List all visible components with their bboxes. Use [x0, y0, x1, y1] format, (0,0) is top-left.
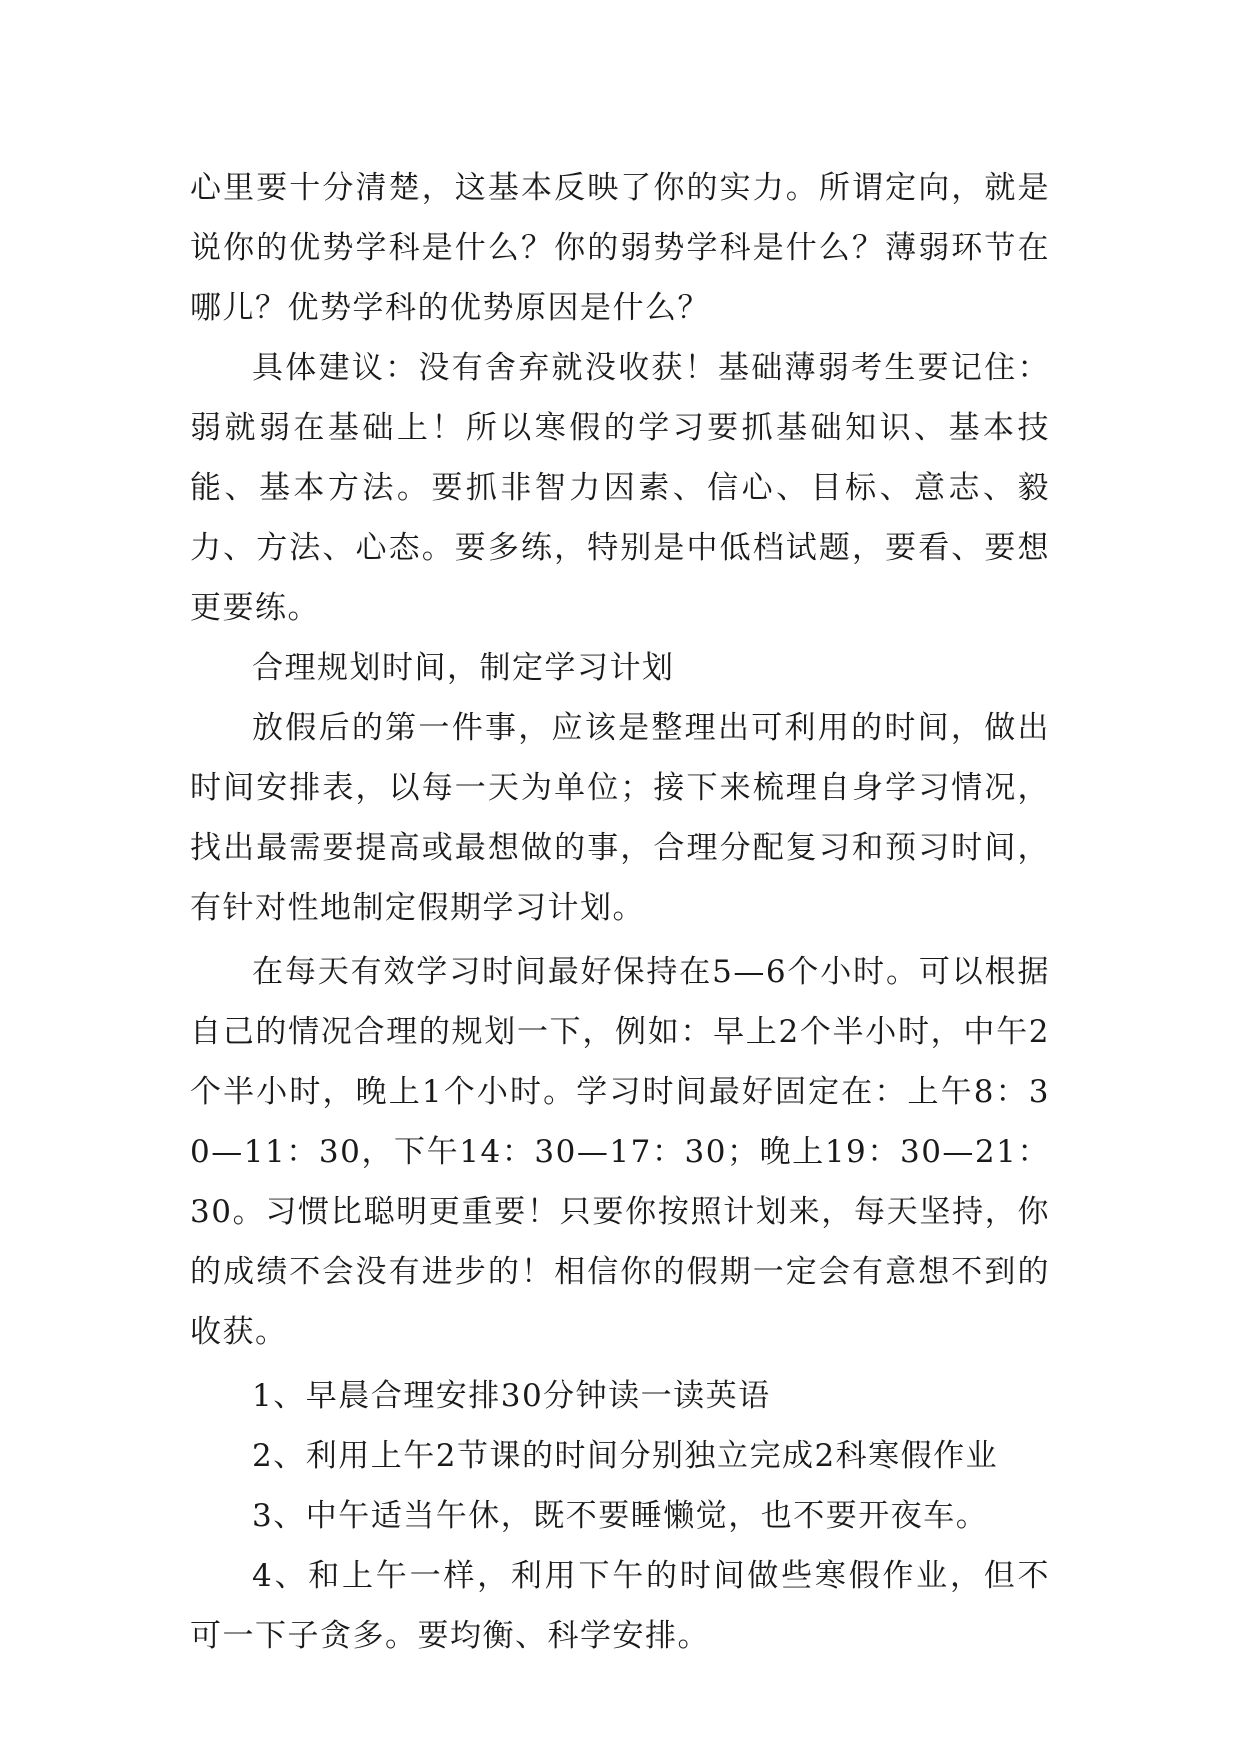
section-heading-plan: 合理规划时间，制定学习计划: [252, 650, 675, 686]
paragraph-continued: 心里要十分清楚，这基本反映了你的实力。所谓定向，就是说你的优势学科是什么？你的弱势学科是什么？薄弱环节在哪儿？优势学科的优势原因是什么？: [190, 170, 1050, 326]
paragraph-advice: 具体建议：没有舍弃就没收获！基础薄弱考生要记住：弱就弱在基础上！所以寒假的学习要抓基础知识、基本技能、基本方法。要抓非智力因素、信心、目标、意志、毅力、方法、心态。要多练，特别是中低档试题，要看、要想更要练。: [190, 350, 1050, 626]
paragraph-daily-time: 在每天有效学习时间最好保持在5—6个小时。可以根据自己的情况合理的规划一下，例如：早上2个半小时，中午2个半小时，晚上1个小时。学习时间最好固定在：上午8：30—11：30，下午14：30—17：30；晚上19：30—21：30。习惯比聪明更重要！只要你按照计划来，每天坚持，你的成绩不会没有进步的！相信你的假期一定会有意想不到的收获。: [190, 954, 1050, 1350]
document-body: [190, 158, 1050, 1666]
list-item-2: 2、利用上午2节课的时间分别独立完成2科寒假作业: [252, 1438, 999, 1474]
paragraph-first-task: 放假后的第一件事，应该是整理出可利用的时间，做出时间安排表，以每一天为单位；接下来梳理自身学习情况，找出最需要提高或最想做的事，合理分配复习和预习时间，有针对性地制定假期学习计划。: [190, 710, 1050, 926]
list-item-1: 1、早晨合理安排30分钟读一读英语: [252, 1378, 771, 1414]
list-item-4: 4、和上午一样，利用下午的时间做些寒假作业，但不可一下子贪多。要均衡、科学安排。: [190, 1558, 1050, 1654]
list-item-3: 3、中午适当午休，既不要睡懒觉，也不要开夜车。: [252, 1498, 989, 1534]
